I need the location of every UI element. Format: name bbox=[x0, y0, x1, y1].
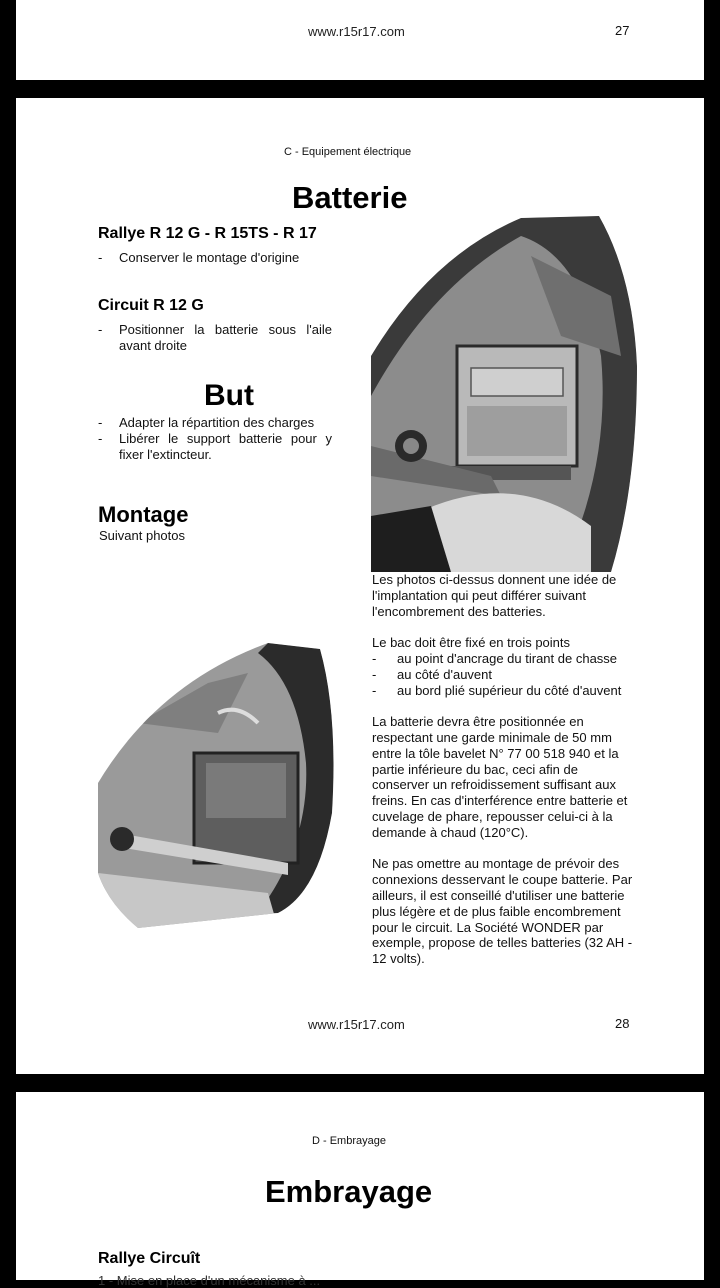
battery-photo-bottom bbox=[98, 643, 338, 928]
battery-photo-top bbox=[371, 216, 639, 572]
but-heading: But bbox=[204, 379, 254, 412]
mount-points-list bbox=[372, 651, 636, 698]
list-item: - au côté d'auvent bbox=[372, 667, 636, 683]
list-item: - Conserver le montage d'origine bbox=[98, 250, 332, 266]
page-title: Embrayage bbox=[265, 1174, 433, 1209]
paragraph: Les photos ci-dessus donnent une idée de l'implantation qui peut différer suivant l'encombrement des batteries. bbox=[372, 572, 617, 619]
circuit-heading: Circuit R 12 G bbox=[98, 297, 204, 314]
list-item: - au point d'ancrage du tirant de chasse bbox=[372, 651, 636, 667]
montage-subtitle: Suivant photos bbox=[99, 528, 186, 543]
list-item: - Positionner la batterie sous l'aile avant droite bbox=[98, 322, 332, 354]
pdf-page-27 bbox=[16, 0, 704, 80]
paragraph: La batterie devra être positionnée en respectant une garde minimale de 50 mm entre la tôle bavelet N° 77 00 518 940 et la partie inférieure du bac, ceci afin de conserver un refroidissement suffisant aux freins. En cas d'interférence entre batterie et cuvelage de phare, repousser celui-ci à la demande à chaud (120°C). bbox=[372, 714, 628, 840]
rallye-heading: Rallye R 12 G - R 15TS - R 17 bbox=[98, 225, 317, 242]
list-item: - Adapter la répartition des charges bbox=[98, 415, 332, 431]
pdf-page-29 bbox=[16, 1092, 704, 1288]
page-number: 27 bbox=[615, 23, 630, 38]
pdf-page-28 bbox=[16, 98, 704, 1074]
partial-list-item: 1 - Mise en place d'un mécanisme à ... bbox=[98, 1273, 321, 1288]
rallye-circuit-heading: Rallye Circuît bbox=[98, 1250, 201, 1267]
footer-url: www.r15r17.com bbox=[308, 24, 405, 39]
footer-url: www.r15r17.com bbox=[308, 1017, 405, 1032]
circuit-list bbox=[98, 322, 332, 354]
paragraph: Ne pas omettre au montage de prévoir des connexions desservant le coupe batterie. Par ailleurs, il est conseillé d'utiliser une batterie plus légère et de plus faible encombrement pour le circuit. La Société WONDER par exemple, propose de telles batteries (32 AH - 12 volts). bbox=[372, 856, 633, 967]
right-column-text bbox=[372, 572, 636, 983]
rallye-list bbox=[98, 250, 332, 266]
list-item: - au bord plié supérieur du côté d'auvent bbox=[372, 683, 636, 699]
page-number: 28 bbox=[615, 1016, 630, 1031]
page-title: Batterie bbox=[292, 180, 408, 215]
montage-heading: Montage bbox=[98, 502, 189, 527]
but-list bbox=[98, 415, 332, 463]
section-label: D - Embrayage bbox=[312, 1135, 386, 1147]
section-label: C - Equipement électrique bbox=[284, 146, 412, 158]
paragraph: Le bac doit être fixé en trois points bbox=[372, 635, 571, 651]
list-item: - Libérer le support batterie pour y fixer l'extincteur. bbox=[98, 431, 332, 463]
